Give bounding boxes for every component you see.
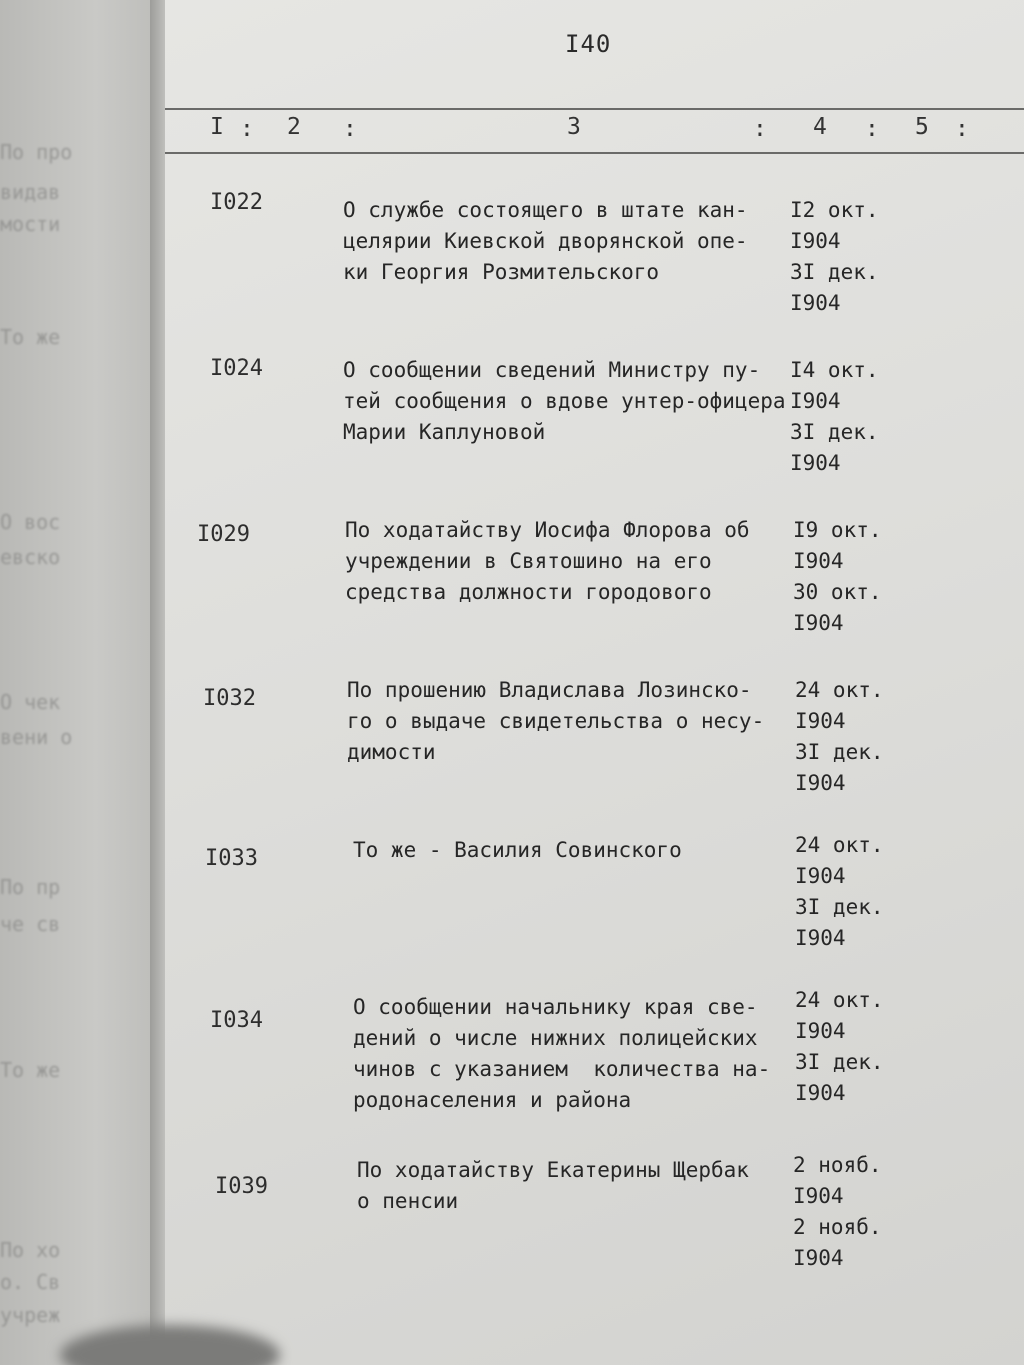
column-separator: : [240,116,254,142]
left-facing-page [0,0,160,1365]
header-rule-top [165,108,1024,110]
column-separator: : [343,116,357,142]
entry-title: По прошению Владислава Лозинско- го о выдаче свидетельства о несу- димости [347,678,765,764]
column-separator: : [865,116,879,142]
entry-title: То же - Василия Совинского [353,838,682,862]
entry-title: По ходатайству Екатерины Щербак о пенсии [357,1158,749,1213]
ghost-text: То же [0,1058,61,1082]
entry-dates: I9 окт. I904 30 окт. I904 [793,518,882,635]
column-header-1: I [210,114,224,140]
column-header-4: 4 [813,114,827,140]
entry-dates: I2 окт. I904 3I дек. I904 [790,198,879,315]
ghost-text: То же [0,325,61,349]
entry-number: I024 [210,356,263,381]
ghost-text: евско [0,545,61,569]
column-separator: : [753,116,767,142]
ghost-text: О чек [0,690,61,714]
column-header-3: 3 [567,114,581,140]
ghost-text: О вос [0,510,61,534]
entry-dates: 2 нояб. I904 2 нояб. I904 [793,1153,882,1270]
ghost-text: По пр [0,875,61,899]
ghost-text: По про [0,140,73,164]
page-number: I40 [565,30,612,58]
entry-number: I032 [203,686,256,711]
entry-dates: 24 окт. I904 3I дек. I904 [795,678,884,795]
column-separator: : [955,116,969,142]
header-rule-bottom [165,152,1024,154]
ghost-text: вени о [0,725,73,749]
ghost-text: мости [0,212,61,236]
entry-number: I033 [205,846,258,871]
ghost-text: о. Св [0,1270,61,1294]
entry-dates: 24 окт. I904 3I дек. I904 [795,988,884,1105]
entry-title: По ходатайству Иосифа Флорова об учреждении в Святошино на его средства должности городового [345,518,750,604]
entry-title: О сообщении сведений Министру пу- тей сообщения о вдове унтер-офицера Марии Каплуновой [343,358,786,444]
ghost-text: че св [0,912,61,936]
entry-title: О службе состоящего в штате кан- целярии Киевской дворянской опе- ки Георгия Розмительского [343,198,748,284]
column-header-5: 5 [915,114,929,140]
entry-dates: 24 окт. I904 3I дек. I904 [795,833,884,950]
entry-number: I039 [215,1174,268,1199]
column-header-2: 2 [287,114,301,140]
ghost-text: По хо [0,1238,61,1262]
entry-number: I034 [210,1008,263,1033]
entry-number: I029 [197,522,250,547]
ghost-text: учреж [0,1303,61,1327]
entry-dates: I4 окт. I904 3I дек. I904 [790,358,879,475]
entry-number: I022 [210,190,263,215]
document-page [165,0,1024,1365]
entry-title: О сообщении начальнику края све- дений о числе нижних полицейских чинов с указанием количества на- родонаселения и района [353,995,771,1112]
ghost-text: видав [0,180,61,204]
